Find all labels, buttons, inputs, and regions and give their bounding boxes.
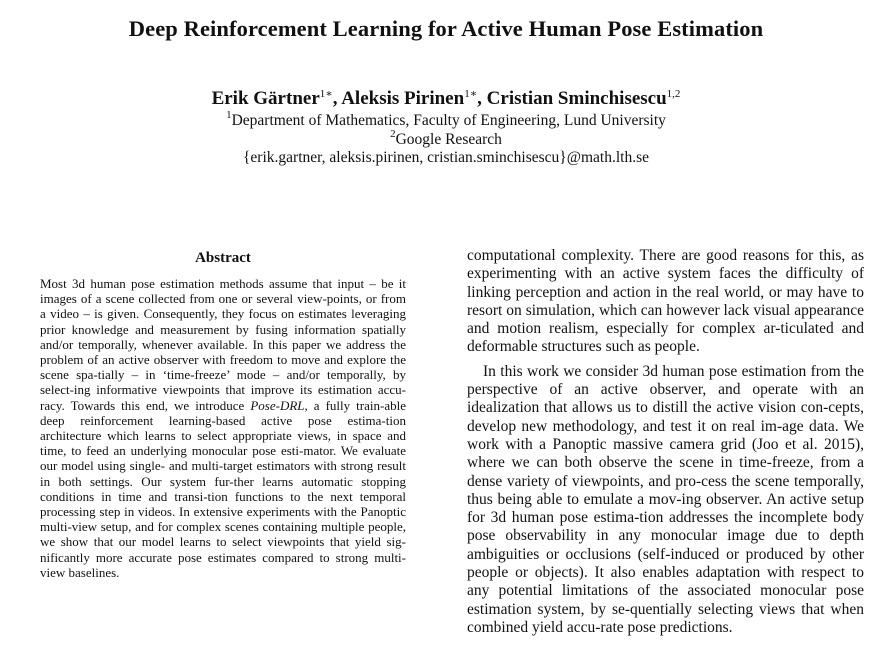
- abstract-text: Most 3d human pose estimation methods assume that input – be it images of a scene collected from one or several view-points, or from a video – is given. Consequently, they focus on estimates leveraging prior knowledge and measurement by fusing information spatially and/or temporally, whenever available. In this paper we address the problem of an active observer with freedom to move and explore the scene spa-tially – in ‘time-freeze’ mode – and/or temporally, by select-ing informative viewpoints that improve its estimation accu-racy. Towards this end, we introduce: [40, 276, 406, 413]
- author-superscript: 1∗: [464, 88, 478, 100]
- author-emails: {erik.gartner, aleksis.pirinen, cristian.sminchisescu}@math.lth.se: [242, 149, 650, 166]
- author-superscript: 1,2: [666, 88, 681, 100]
- author-line: [0, 88, 892, 110]
- abstract-heading: Abstract: [195, 250, 251, 266]
- affiliation-superscript: 2: [390, 128, 396, 140]
- author-name: Aleksis Pirinen: [341, 88, 465, 109]
- affiliation-superscript: 1: [226, 109, 232, 121]
- author-superscript: 1∗: [319, 88, 333, 100]
- author-separator: ,: [332, 88, 342, 109]
- body-column-right: [467, 247, 864, 637]
- affiliation-2: [0, 128, 892, 149]
- affiliation-text: Google Research: [395, 131, 502, 148]
- abstract-text: , a fully train-able deep reinforcement learning-based active pose estima-tion architecture which learns to select appropriate views, in space and time, to feed an underlying monocular pose esti-mator. We evaluate our model using single- and multi-target estimators with strong result in both settings. Our system fur-ther learns automatic stopping conditions in time and transi-tion functions to the next temporal processing step in videos. In extensive experiments with the Panoptic multi-view setup, and for complex scenes containing multiple people, we show that our model learns to select viewpoints that yield sig-nificantly more accurate pose estimates compared to strong multi-view baselines.: [40, 397, 406, 580]
- affiliation-1: [0, 109, 892, 130]
- author-separator: ,: [477, 88, 487, 109]
- author-name: Erik Gärtner: [211, 88, 320, 109]
- abstract-body: [40, 276, 406, 580]
- body-paragraph: computational complexity. There are good reasons for this, as experimenting with an active system faces the difficulty of linking perception and action in the real world, or may have to resort on simulation, which can however lack visual appearance and motion realism, especially for complex ar-ticulated and deformable structures such as people.: [467, 247, 864, 356]
- body-paragraph: In this work we consider 3d human pose estimation from the perspective of an active observer, and operate with an idealization that allows us to distill the active vision con-cepts, develop new methodology, and test it on real im-age data. We work with a Panoptic massive camera grid (Joo et al. 2015), where we can both observe the scene in time-freeze, from a dense variety of viewpoints, and pro-cess the scene temporally, thus being able to emulate a mov-ing observer. An active setup for 3d human pose estima-tion addresses the incomplete body pose observability in any monocular image due to depth ambiguities or occlusions (self-induced or produced by other people or objects). It also enables adaptation with respect to any potential limitations of the associated monocular pose estimation system, by se-quentially selecting views that when combined yield accu-rate pose predictions.: [467, 362, 864, 636]
- affiliation-text: Department of Mathematics, Faculty of Engineering, Lund University: [231, 112, 666, 129]
- method-name: Pose-DRL: [250, 397, 305, 413]
- author-name: Cristian Sminchisescu: [486, 88, 667, 109]
- paper-title: Deep Reinforcement Learning for Active Human Pose Estimation: [128, 16, 764, 41]
